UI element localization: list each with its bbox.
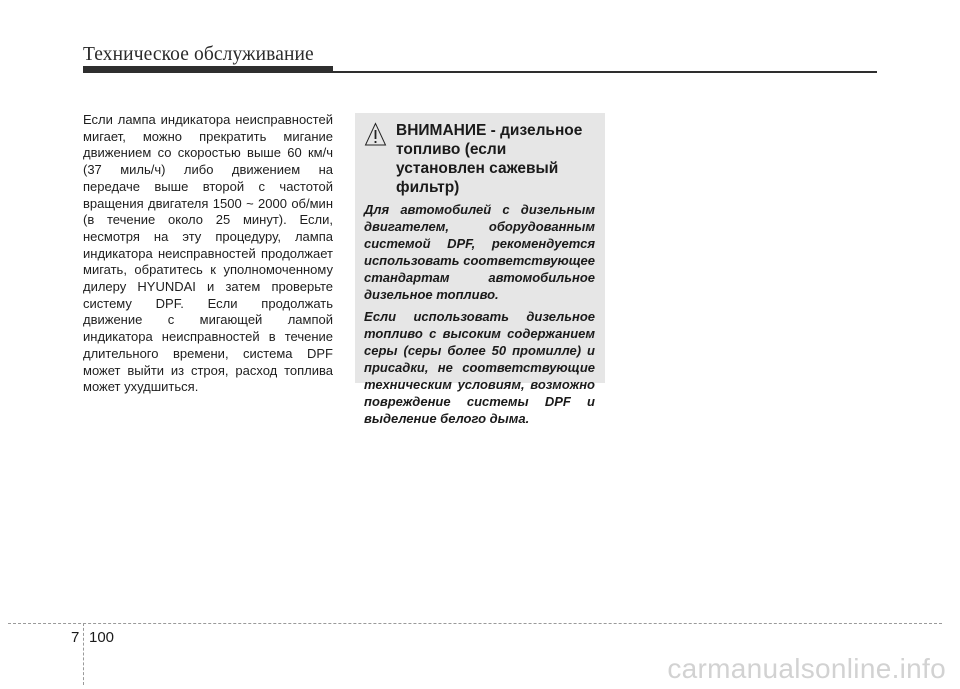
body-paragraph: Если лампа индикатора неисправностей мигает, можно прекратить мигание движением со скоростью выше 60 км/ч (37 миль/ч) либо движением на передаче выше второй с частотой вращения двигателя 1500 ~ 2000 об/мин (в течение около 25 минут). Если, несмотря на эту процедуру, лампа индикатора неисправностей продолжает мигать, обратитесь к уполномоченному дилеру HYUNDAI и затем проверьте систему DPF. Если продолжать движение с мигающей лампой индикатора неисправностей в течение длительного времени, система DPF может выйти из строя, расход топлива может ухудшиться. <box>83 112 333 395</box>
page-number: 100 <box>89 629 115 646</box>
warning-header <box>364 121 595 197</box>
header-rule-thin <box>333 71 877 73</box>
warning-paragraph-2: Если использовать дизельное топливо с высоким содержанием серы (серы более 50 промилле) и присадки, не соответствующие техническим условиям, возможно повреждение системы DPF и выделение белого дыма. <box>364 309 595 426</box>
warning-box <box>355 113 605 426</box>
chapter-number: 7 <box>71 629 80 646</box>
footer-divider <box>8 623 942 624</box>
warning-title: ВНИМАНИЕ - дизельное топливо (если установлен сажевый фильтр) <box>396 122 583 196</box>
watermark: carmanualsonline.info <box>667 653 946 684</box>
header-rule-thick <box>83 66 333 73</box>
warning-triangle-icon <box>364 122 387 147</box>
warning-paragraph-1: Для автомобилей с дизельным двигателем, оборудованным системой DPF, рекомендуется использовать соответствующее стандартам автомобильное дизельное топливо. <box>364 202 595 302</box>
footer-vertical-divider <box>83 623 84 685</box>
section-title: Техническое обслуживание <box>83 44 314 65</box>
